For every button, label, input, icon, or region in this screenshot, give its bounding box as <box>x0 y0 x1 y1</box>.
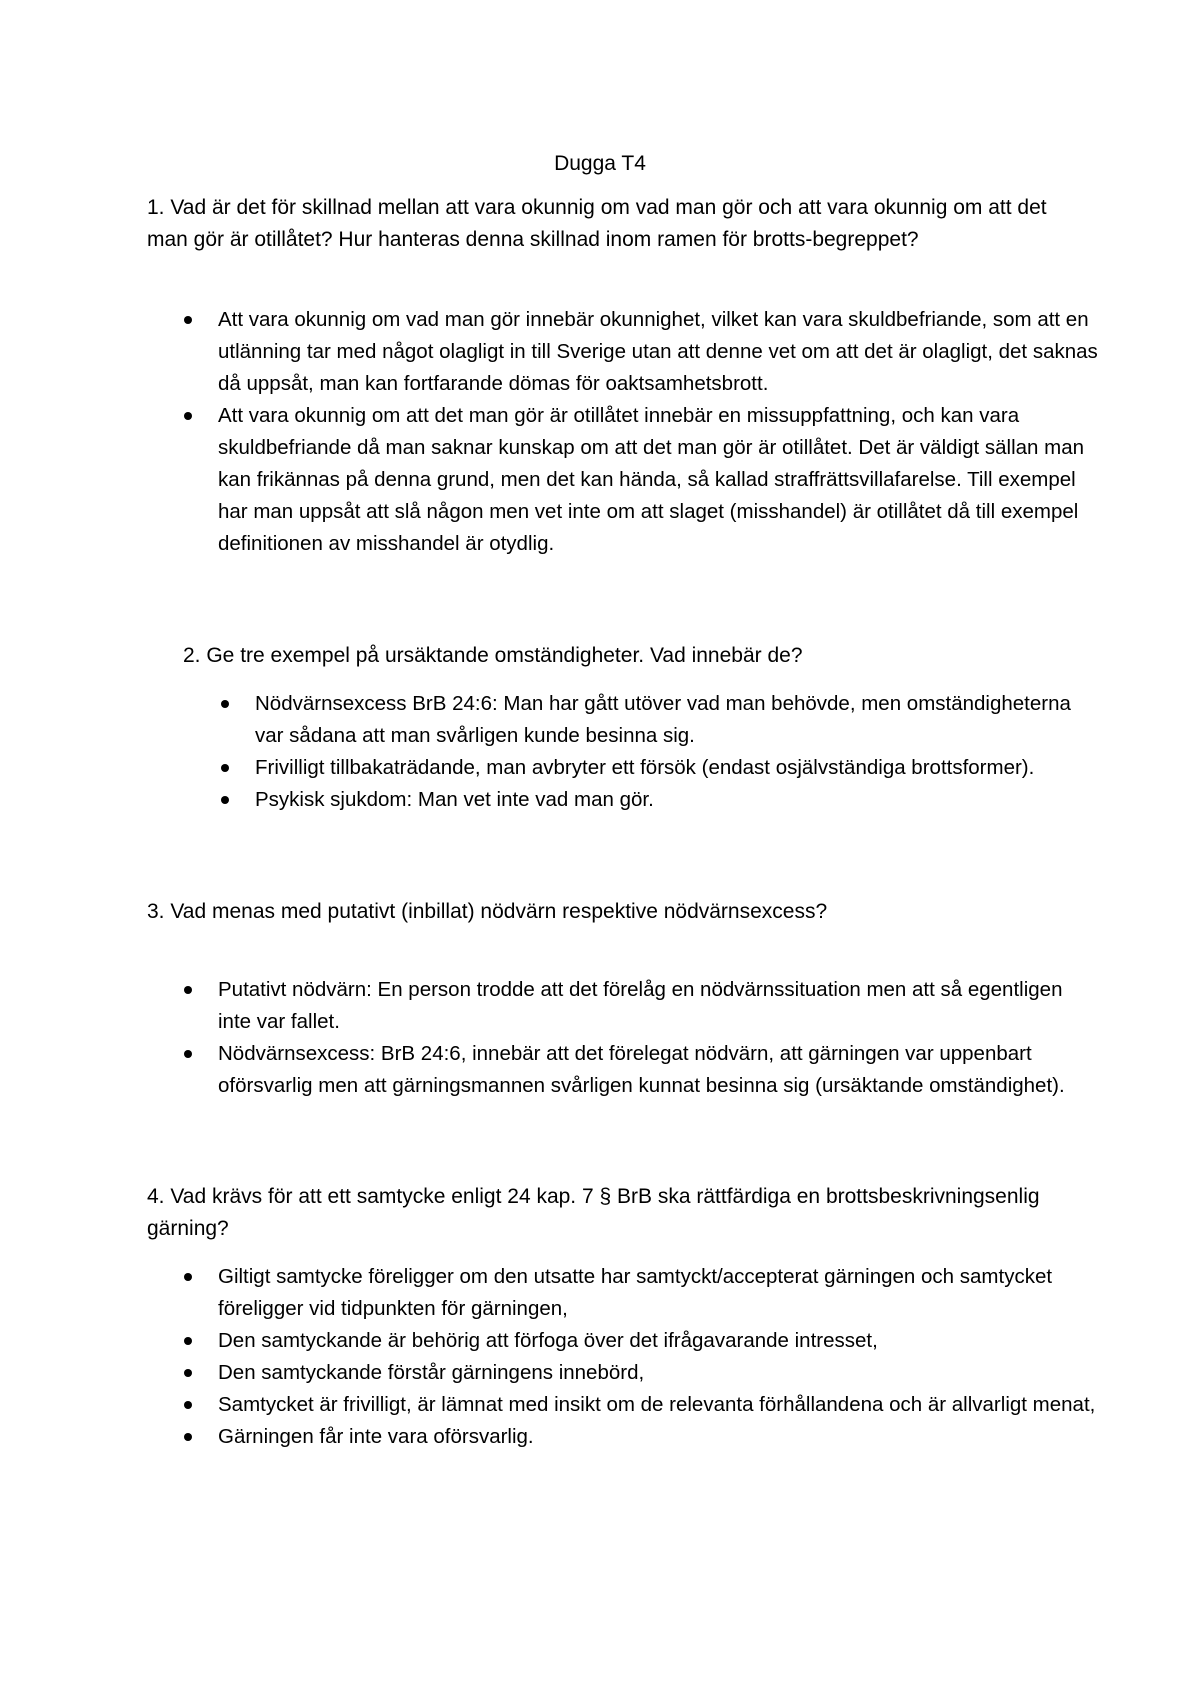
bullet-icon <box>184 1273 192 1281</box>
list-item <box>218 304 1098 400</box>
answer-list-4 <box>218 1261 1098 1453</box>
list-item-text: Giltigt samtycke föreligger om den utsatte har samtyckt/accepterat gärningen och samtycket föreligger vid tidpunkten för gärningen, <box>218 1265 1053 1320</box>
list-item-text: Gärningen får inte vara oförsvarlig. <box>218 1425 534 1448</box>
bullet-icon <box>221 700 229 708</box>
bullet-icon <box>221 764 229 772</box>
list-item <box>255 752 1095 784</box>
bullet-icon <box>184 1369 192 1377</box>
bullet-icon <box>184 1337 192 1345</box>
answer-list-2 <box>255 688 1095 816</box>
list-item-text: Den samtyckande är behörig att förfoga över det ifrågavarande intresset, <box>218 1329 878 1352</box>
list-item-text: Putativt nödvärn: En person trodde att det förelåg en nödvärnssituation men att så egentligen inte var fallet. <box>218 978 1063 1033</box>
bullet-icon <box>184 986 192 994</box>
answer-list-3 <box>218 974 1098 1102</box>
bullet-icon <box>184 412 192 420</box>
list-item <box>255 688 1095 752</box>
bullet-icon <box>184 1401 192 1409</box>
bullet-icon <box>184 316 192 324</box>
bullet-icon <box>184 1050 192 1058</box>
list-item-text: Nödvärnsexcess BrB 24:6: Man har gått utöver vad man behövde, men omständigheterna var sådana att man svårligen kunde besinna sig. <box>255 692 1071 747</box>
question-1: 1. Vad är det för skillnad mellan att vara okunnig om vad man gör och att vara okunnig om att det man gör är otillåtet? Hur hanteras denna skillnad inom ramen för brotts-begreppet? <box>147 196 1047 251</box>
list-item-text: Samtycket är frivilligt, är lämnat med insikt om de relevanta förhållandena och är allvarligt menat, <box>218 1393 1096 1416</box>
list-item <box>218 1421 1098 1453</box>
list-item-text: Den samtyckande förstår gärningens innebörd, <box>218 1361 645 1384</box>
list-item-text: Frivilligt tillbakaträdande, man avbryter ett försök (endast osjälvständiga brottsformer). <box>255 756 1035 779</box>
list-item <box>218 400 1098 560</box>
list-item-text: Att vara okunnig om vad man gör innebär okunnighet, vilket kan vara skuldbefriande, som att en utlänning tar med något olagligt in till Sverige utan att denne vet om att det är olagligt, det saknas då uppsåt, man kan fortfarande dömas för oaktsamhetsbrott. <box>218 308 1098 395</box>
question-2: 2. Ge tre exempel på ursäktande omständigheter. Vad innebär de? <box>183 644 803 667</box>
list-item-text: Nödvärnsexcess: BrB 24:6, innebär att det förelegat nödvärn, att gärningen var uppenbart oförsvarlig men att gärningsmannen svårligen kunnat besinna sig (ursäktande omständighet). <box>218 1042 1065 1097</box>
list-item-text: Att vara okunnig om att det man gör är otillåtet innebär en missuppfattning, och kan vara skuldbefriande då man saknar kunskap om att det man gör är otillåtet. Det är väldigt sällan man kan frikännas på denna grund, men det kan hända, så kallad straffrättsvillafarelse. Till exempel har man uppsåt att slå någon men vet inte om att slaget (misshandel) är otillåtet då till exempel definitionen av misshandel är otydlig. <box>218 404 1085 555</box>
bullet-icon <box>221 796 229 804</box>
list-item <box>218 1325 1098 1357</box>
bullet-icon <box>184 1433 192 1441</box>
document-title: Dugga T4 <box>554 152 646 175</box>
list-item-text: Psykisk sjukdom: Man vet inte vad man gör. <box>255 788 654 811</box>
list-item <box>218 974 1098 1038</box>
question-4: 4. Vad krävs för att ett samtycke enligt 24 kap. 7 § BrB ska rättfärdiga en brottsbeskrivningsenlig gärning? <box>147 1185 1040 1240</box>
question-3: 3. Vad menas med putativt (inbillat) nödvärn respektive nödvärnsexcess? <box>147 900 828 923</box>
list-item <box>218 1261 1098 1325</box>
list-item <box>255 784 1095 816</box>
list-item <box>218 1038 1098 1102</box>
list-item <box>218 1357 1098 1389</box>
answer-list-1 <box>218 304 1098 560</box>
list-item <box>218 1389 1098 1421</box>
